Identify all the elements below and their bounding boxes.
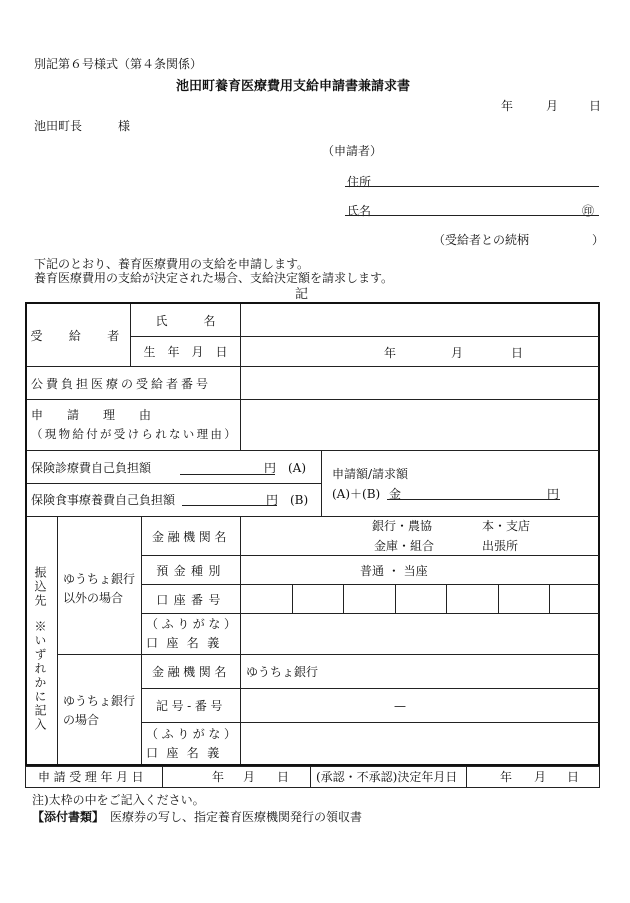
account-holder-label-1: 口座名義 <box>146 636 228 650</box>
claim-kin: 金 <box>389 487 402 501</box>
transfer-note: ※いずれかに記入 <box>33 620 47 732</box>
meal-amount-field[interactable] <box>182 505 277 506</box>
account-number-label: 口座番号 <box>156 592 226 607</box>
page-title: 池田町養育医療費用支給申請書兼請求書 <box>176 79 411 94</box>
account-holder-label-2: 口座名義 <box>146 746 228 760</box>
public-number-field[interactable] <box>241 367 598 399</box>
symbol-number-label: 記号‐番号 <box>155 699 227 713</box>
other-bank-label: ゆうちょ銀行以外の場合 <box>63 572 136 605</box>
recipient-label: 受 給 者 <box>30 328 127 343</box>
bank-opt1[interactable]: 銀行・農協 <box>372 519 433 533</box>
seal-mark: ㊞ <box>582 204 595 218</box>
account-number-field[interactable] <box>241 585 598 613</box>
yucho-label: ゆうちょ銀行の場合 <box>63 694 136 727</box>
attach-label: 【添付書類】 <box>32 810 105 824</box>
footer-note: 注)太枠の中をご記入ください。 <box>32 793 205 807</box>
relation-close: ） <box>592 233 605 247</box>
name-label: 氏名 <box>347 204 372 218</box>
dob-month: 月 <box>451 346 464 360</box>
symbol-number-field[interactable] <box>241 689 598 722</box>
claim-formula: (A)＋(B) <box>332 487 381 501</box>
furigana-label-1: （ふりがな） <box>146 617 240 631</box>
received-year: 年 <box>212 770 225 784</box>
date-month: 月 <box>546 99 559 113</box>
form-number: 別記第６号様式（第４条関係） <box>34 57 203 71</box>
decision-month: 月 <box>534 770 547 784</box>
relation-label: （受給者との続柄 <box>433 233 530 247</box>
decision-day: 日 <box>567 770 580 784</box>
bank-name-label: 金融機関名 <box>151 529 230 544</box>
yucho-bank-name-label: 金融機関名 <box>151 664 230 679</box>
reason-sub: （現物給付が受けられない理由） <box>31 427 238 441</box>
name-row-label: 氏 名 <box>155 313 216 328</box>
dob-year: 年 <box>384 346 397 360</box>
recipient-name-field[interactable] <box>241 304 598 336</box>
furigana-label-2: （ふりがな） <box>146 727 240 741</box>
reason-field[interactable] <box>241 400 598 449</box>
transfer-label: 振込先 <box>33 566 47 608</box>
public-number-label: 公費負担医療の受給者番号 <box>31 376 212 391</box>
claim-amount-field[interactable] <box>387 499 560 500</box>
yucho-bank-name: ゆうちょ銀行 <box>246 665 319 679</box>
decision-label: (承認・不承認)決定年月日 <box>316 770 458 784</box>
received-day: 日 <box>277 770 290 784</box>
meal-yen: 円 <box>266 493 279 507</box>
meal-label: 保険食事療養費自己負担額 <box>31 493 176 507</box>
decision-year: 年 <box>500 770 513 784</box>
dob-row-label: 生 年 月 日 <box>143 345 228 359</box>
insurance-yen: 円 <box>264 461 277 475</box>
insurance-label: 保険診療費自己負担額 <box>31 461 152 475</box>
claim-yen: 円 <box>547 487 560 501</box>
intro-line1: 下記のとおり、養育医療費用の支給を申請します。 <box>34 257 310 271</box>
applicant-heading: （申請者） <box>322 144 383 158</box>
account-holder-field-2[interactable] <box>241 723 598 763</box>
symbol-dash: — <box>394 699 406 713</box>
account-holder-field-1[interactable] <box>241 614 598 654</box>
deposit-type-label: 預金種別 <box>156 563 226 578</box>
branch-opt1[interactable]: 本・支店 <box>482 519 531 533</box>
addressee: 池田町長 様 <box>34 119 131 133</box>
insurance-mark: (A) <box>288 461 307 475</box>
bank-opt2[interactable]: 金庫・組合 <box>374 539 435 553</box>
insurance-amount-field[interactable] <box>180 474 275 475</box>
date-day: 日 <box>589 99 602 113</box>
received-label: 申請受理年月日 <box>38 770 148 784</box>
claim-label: 申請額/請求額 <box>332 467 409 481</box>
address-label: 住所 <box>347 175 372 189</box>
reason-label: 申 請 理 由 <box>31 408 152 422</box>
date-year: 年 <box>501 99 514 113</box>
intro-line2: 養育医療費用の支給が決定された場合、支給決定額を請求します。 <box>34 271 394 285</box>
branch-opt2[interactable]: 出張所 <box>482 539 519 553</box>
deposit-types[interactable]: 普通 ・ 当座 <box>360 564 428 578</box>
ki-label: 記 <box>295 287 309 302</box>
received-month: 月 <box>243 770 256 784</box>
attach-text: 医療券の写し、指定養育医療機関発行の領収書 <box>110 810 363 824</box>
dob-day: 日 <box>511 346 524 360</box>
meal-mark: (B) <box>290 493 309 507</box>
